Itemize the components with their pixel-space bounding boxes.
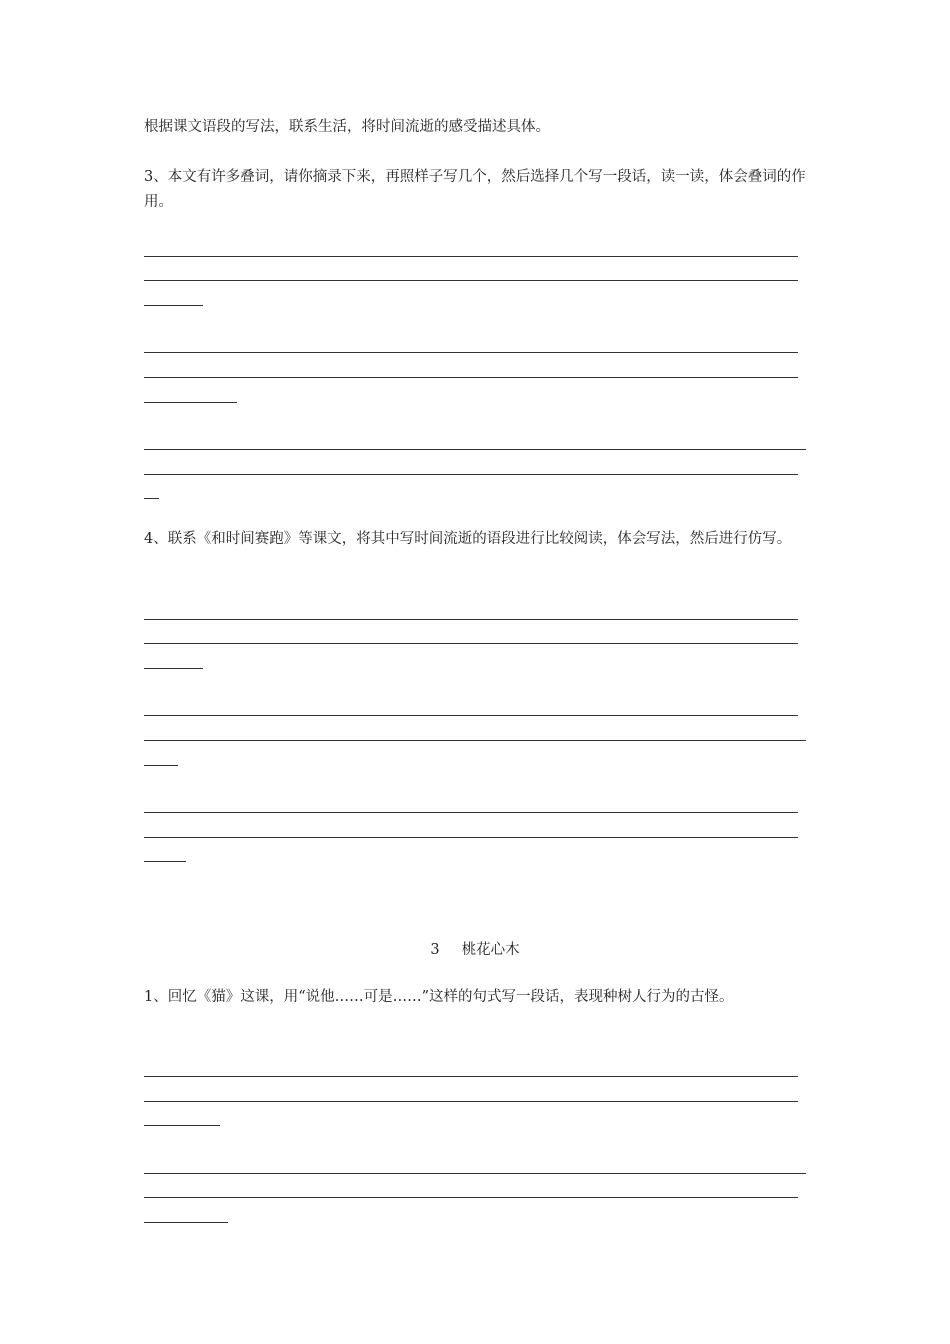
answer-line[interactable] [144,280,798,281]
section-3-question-1-prompt: 1、回忆《猫》这课，用“说他……可是……”这样的句式写一段话，表现种树人行为的古怪。 [144,989,734,1005]
answer-line[interactable] [144,498,159,499]
answer-line[interactable] [144,837,798,838]
answer-line[interactable] [144,740,806,741]
answer-line[interactable] [144,474,798,475]
answer-line[interactable] [144,619,798,620]
question-4-prompt: 4、联系《和时间赛跑》等课文，将其中写时间流逝的语段进行比较阅读，体会写法，然后进行仿写。 [144,531,792,547]
answer-line[interactable] [144,1197,798,1198]
answer-line[interactable] [144,1076,798,1077]
answer-line[interactable] [144,1125,220,1126]
answer-line[interactable] [144,812,798,813]
section-title [0,938,950,959]
answer-line[interactable] [144,449,806,450]
answer-line[interactable] [144,715,798,716]
answer-line[interactable] [144,668,203,669]
answer-line[interactable] [144,352,798,353]
section-title-text: 桃花心木 [461,942,520,958]
answer-line[interactable] [144,643,798,644]
answer-line[interactable] [144,1101,798,1102]
answer-line[interactable] [144,402,237,403]
answer-line[interactable] [144,1222,228,1223]
answer-line[interactable] [144,305,203,306]
answer-line[interactable] [144,1173,806,1174]
answer-line[interactable] [144,861,186,862]
section-number: 3 [430,942,440,958]
answer-line[interactable] [144,765,178,766]
question-3-prompt: 3、本文有许多叠词，请你摘录下来，再照样子写几个，然后选择几个写一段话，读一读，体会叠词的作用。 [144,169,806,210]
answer-line[interactable] [144,377,798,378]
intro-instruction: 根据课文语段的写法，联系生活，将时间流逝的感受描述具体。 [144,119,550,135]
answer-line[interactable] [144,256,798,257]
